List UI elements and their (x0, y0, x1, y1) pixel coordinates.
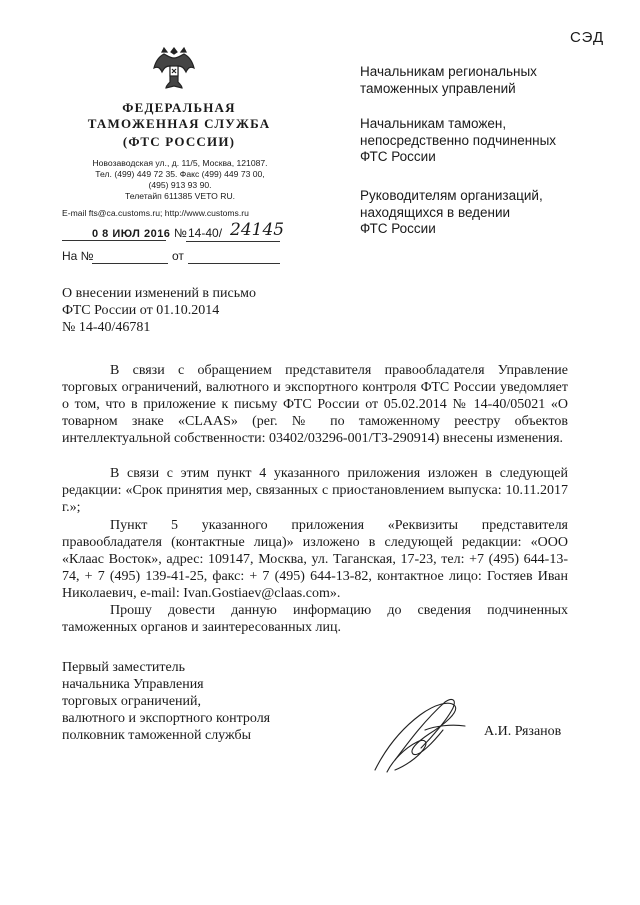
org-name-line1: ФЕДЕРАЛЬНАЯ (122, 100, 236, 115)
addressee-line: Руководителям организаций, (360, 188, 543, 203)
signatory-position (62, 659, 270, 744)
russian-coat-of-arms-icon (148, 42, 200, 94)
date-underline (62, 240, 166, 241)
reference-date-underline (188, 263, 280, 264)
addressee-line: находящихся в ведении (360, 204, 511, 220)
org-phone-2: (495) 913 93 90. (148, 180, 212, 190)
org-email: E-mail fts@ca.customs.ru; http://www.customs.ru (62, 208, 249, 218)
subject-line: № 14-40/46781 (62, 320, 151, 335)
addressee-line: Начальникам таможен, (360, 116, 507, 131)
registration-date: 0 8 ИЮЛ 2016 (92, 228, 171, 240)
body-paragraph-1 (62, 362, 568, 447)
position-line: валютного и экспортного контроля (62, 711, 271, 726)
position-line: полковник таможенной службы (62, 728, 252, 743)
body-paragraph-4 (62, 602, 568, 636)
addressee-block-1 (360, 64, 537, 97)
body-text: Пункт 5 указанного приложения «Реквизиты представителя правообладателя (контактные лица)» изложено в следующей редакции: «ООО «Клаас Восток», адрес: 109147, Москва, ул. Таганская, 17-23, тел: +7 (495) 644-13-74, + 7 (495) 139-41-25, факс: + 7 (495) 644-13-82, контактное лицо: Гостяев Иван Николаевич, e-mail: Ivan.Gostiaev@claas.com». (62, 518, 568, 601)
position-line: торговых ограничений, (62, 694, 202, 709)
body-text: В связи с этим пункт 4 указанного приложения изложен в следующей редакции: «Срок принятия мер, связанных с приостановлением выпуска: 10.11.2017 г.»; (62, 466, 568, 515)
number-underline (186, 241, 280, 242)
addressee-line: таможенных управлений (360, 80, 516, 96)
subject-line: ФТС России от 01.10.2014 (62, 303, 220, 318)
reference-from-label: от (172, 249, 184, 263)
org-name-line2: ТАМОЖЕННАЯ СЛУЖБА (87, 116, 271, 131)
addressee-line: Начальникам региональных (360, 64, 537, 79)
registration-number-label: № (174, 226, 187, 240)
addressee-line: ФТС России (360, 221, 436, 236)
document-system-mark: СЭД (570, 29, 605, 46)
body-paragraph-3 (62, 517, 568, 602)
registration-number-handwritten: 24145 (230, 220, 285, 240)
org-short-name: (ФТС РОССИИ) (122, 134, 236, 149)
position-line: начальника Управления (62, 677, 204, 692)
reference-underline (92, 263, 168, 264)
subject-line: О внесении изменений в письмо (62, 286, 256, 301)
registration-number: 14-40/ (188, 226, 223, 240)
org-phone: Тел. (499) 449 72 35. Факс (499) 449 73 00, (95, 169, 265, 179)
reference-label: На № (62, 249, 94, 263)
addressee-line: непосредственно подчиненных (360, 132, 557, 148)
addressee-block-2 (360, 116, 556, 166)
org-address: Новозаводская ул., д. 11/5, Москва, 121087. (92, 158, 268, 168)
body-paragraph-2 (62, 465, 568, 516)
letter-subject (62, 285, 256, 336)
addressee-line: ФТС России (360, 149, 436, 164)
position-line: Первый заместитель (62, 660, 186, 675)
org-teletype: Телетайп 611385 VETO RU. (124, 191, 236, 201)
body-text: Прошу довести данную информацию до сведения подчиненных таможенных органов и заинтересованных лиц. (62, 603, 568, 635)
body-text: В связи с обращением представителя правообладателя Управление торговых ограничений, валютного и экспортного контроля ФТС России уведомляет о том, что в приложение к письму ФТС России от 05.02.2014 № 14-40/05021 «О товарном знаке «CLAAS» (рег. № по таможенному реестру объектов интеллектуальной собственности: 03402/03296-001/ТЗ-290914) внесены изменения. (62, 363, 568, 446)
signatory-name: А.И. Рязанов (484, 724, 562, 739)
addressee-block-3 (360, 188, 543, 238)
handwritten-signature (365, 690, 480, 780)
